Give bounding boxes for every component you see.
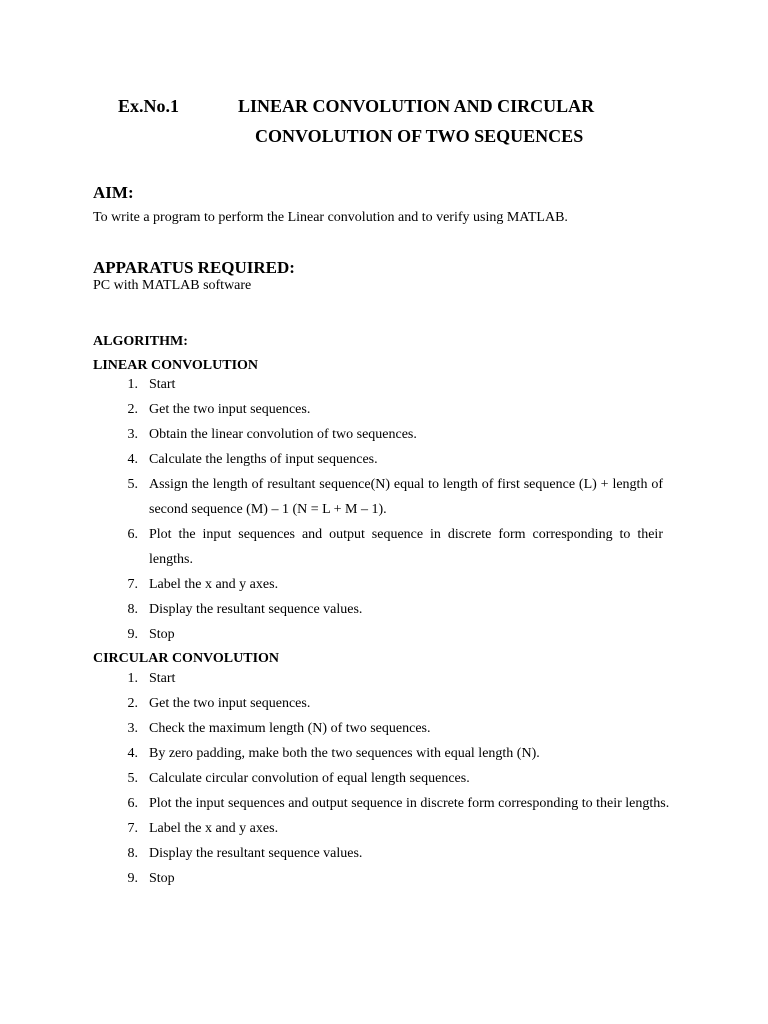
step-text: Assign the length of resultant sequence(N) equal to length of first sequence (L) + length of second sequence (M) – 1 (N = L + M – 1). <box>149 477 663 517</box>
list-item <box>0 522 768 572</box>
list-item <box>0 397 768 422</box>
step-number: 8. <box>127 602 138 617</box>
list-item <box>0 741 768 766</box>
step-number: 1. <box>127 377 138 392</box>
list-item <box>0 816 768 841</box>
step-text: Calculate circular convolution of equal length sequences. <box>149 771 470 786</box>
list-item <box>0 841 768 866</box>
step-number: 4. <box>127 746 138 761</box>
list-item <box>0 622 768 647</box>
step-number: 5. <box>127 771 138 786</box>
step-number: 9. <box>127 871 138 886</box>
step-text: Get the two input sequences. <box>149 402 311 417</box>
step-number: 7. <box>127 821 138 836</box>
algorithm-heading: ALGORITHM: <box>93 334 188 349</box>
list-item <box>0 691 768 716</box>
circular-convolution-heading: CIRCULAR CONVOLUTION <box>93 651 280 666</box>
step-text: Start <box>149 671 176 686</box>
step-number: 4. <box>127 452 138 467</box>
step-text: Start <box>149 377 176 392</box>
apparatus-heading: APPARATUS REQUIRED: <box>93 258 295 277</box>
step-text: Label the x and y axes. <box>149 577 279 592</box>
step-text: Calculate the lengths of input sequences. <box>149 452 378 467</box>
step-number: 1. <box>127 671 138 686</box>
step-text: Plot the input sequences and output sequence in discrete form corresponding to their lengths. <box>149 796 670 811</box>
step-text: Get the two input sequences. <box>149 696 311 711</box>
step-number: 8. <box>127 846 138 861</box>
step-text: Label the x and y axes. <box>149 821 279 836</box>
step-text: Stop <box>149 627 175 642</box>
step-text: Obtain the linear convolution of two sequences. <box>149 427 417 442</box>
step-number: 6. <box>127 527 138 542</box>
step-number: 6. <box>127 796 138 811</box>
step-text: Check the maximum length (N) of two sequences. <box>149 721 431 736</box>
step-number: 3. <box>127 721 138 736</box>
list-item <box>0 447 768 472</box>
exercise-number: Ex.No.1 <box>118 96 180 116</box>
list-item <box>0 372 768 397</box>
list-item <box>0 766 768 791</box>
apparatus-text: PC with MATLAB software <box>93 278 252 293</box>
list-item <box>0 572 768 597</box>
step-text: Display the resultant sequence values. <box>149 602 363 617</box>
list-item <box>0 866 768 891</box>
step-number: 2. <box>127 696 138 711</box>
step-text: By zero padding, make both the two sequences with equal length (N). <box>149 746 540 761</box>
linear-convolution-heading: LINEAR CONVOLUTION <box>93 358 259 373</box>
list-item <box>0 716 768 741</box>
linear-convolution-steps <box>0 372 768 647</box>
document-title-line-1: LINEAR CONVOLUTION AND CIRCULAR <box>238 96 595 116</box>
step-text: Display the resultant sequence values. <box>149 846 363 861</box>
list-item <box>0 666 768 691</box>
step-text: Plot the input sequences and output sequence in discrete form corresponding to their lengths. <box>149 527 663 567</box>
document-title-line-2: CONVOLUTION OF TWO SEQUENCES <box>255 126 584 146</box>
step-number: 3. <box>127 427 138 442</box>
circular-convolution-steps <box>0 666 768 891</box>
step-text: Stop <box>149 871 175 886</box>
step-number: 2. <box>127 402 138 417</box>
step-number: 7. <box>127 577 138 592</box>
list-item <box>0 597 768 622</box>
list-item <box>0 791 768 816</box>
step-number: 5. <box>127 477 138 492</box>
aim-text: To write a program to perform the Linear convolution and to verify using MATLAB. <box>93 210 568 225</box>
step-number: 9. <box>127 627 138 642</box>
list-item <box>0 422 768 447</box>
aim-heading: AIM: <box>93 183 134 202</box>
list-item <box>0 472 768 522</box>
